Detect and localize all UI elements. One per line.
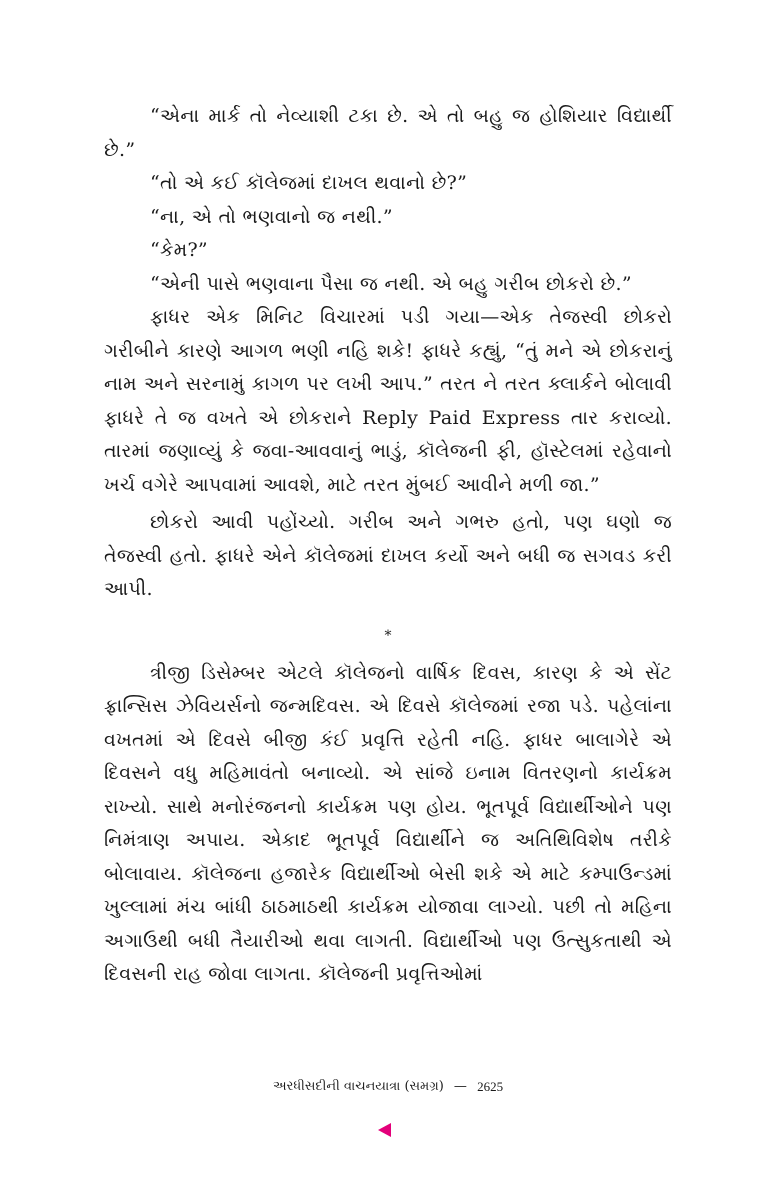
paragraph-father-telegram: ફાધર એક મિનિટ વિચારમાં પડી ગયા—એક તેજસ્વી છોકરો ગરીબીને કારણે આગળ ભણી નહિ શકે! ફાધરે કહ્યું, “તું મને એ છોકરાનું નામ અને સરનામું કાગળ પર લખી આપ.” તરત ને તરત ક્લાર્કને બોલાવી ફાધરે તે જ વખતે એ છોકરાને Reply Paid Express તાર કરાવ્યો. તારમાં જણાવ્યું કે જવા-આવવાનું ભાડું, કૉલેજની ફી, હૉસ્ટેલમાં રહેવાનો ખર્ચ વગેરે આપવામાં આવશે, માટે તરત મુંબઈ આવીને મળી જા.”	[104, 306, 672, 496]
paragraph-marks-dialogue: “એના માર્ક તો નેવ્યાશી ટકા છે. એ તો બહુ જ હોશિયાર વિદ્યાર્થી છે.”	[104, 105, 672, 161]
page-body	[104, 100, 672, 992]
paragraph-no-money: “એની પાસે ભણવાના પૈસા જ નથી. એ બહુ ગરીબ છોકરો છે.”	[150, 272, 632, 295]
paragraph-college-question: “તો એ કઈ કૉલેજમાં દાખલ થવાનો છે?”	[150, 172, 468, 194]
footer-book-title: અરધીસદીની વાચનયાત્રા (સમગ્ર)	[272, 1079, 444, 1094]
paragraph-not-studying: “ના, એ તો ભણવાનો જ નથી.”	[150, 205, 393, 228]
paragraph-annual-day: ત્રીજી ડિસેમ્બર એટલે કૉલેજનો વાર્ષિક દિવસ, કારણ કે એ સેંટ ફ્રાન્સિસ ઝેવિયર્સનો જન્મદિવસ. એ દિવસે કૉલેજમાં રજા પડે. પહેલાંના વખતમાં એ દિવસે બીજી કંઈ પ્રવૃત્તિ રહેતી નહિ. ફાધર બાલાગેરે એ દિવસને વધુ મહિમાવંતો બનાવ્યો. એ સાંજે ઇનામ વિતરણનો કાર્યક્રમ રાખ્યો. સાથે મનોરંજનનો કાર્યક્રમ પણ હોય. ભૂતપૂર્વ વિદ્યાર્થીઓને પણ નિમંત્રાણ અપાય. એકાદ ભૂતપૂર્વ વિદ્યાર્થીને જ અતિથિવિશેષ તરીકે બોલાવાય. કૉલેજના હજારેક વિદ્યાર્થીઓ બેસી શકે એ માટે કમ્પાઉન્ડમાં ખુલ્લામાં મંચ બાંધી ઠાઠમાઠથી કાર્યક્રમ યોજાવા લાગ્યો. પછી તો મહિના અગાઉથી બધી તૈયારીઓ થવા લાગતી. વિદ્યાર્થીઓ પણ ઉત્સુકતાથી એ દિવસની રાહ જોવા લાગતા. કૉલેજની પ્રવૃત્તિઓમાં	[104, 661, 672, 985]
page-number: 2625	[477, 1079, 504, 1094]
paragraph-boy-arrived: છોકરો આવી પહોંચ્યો. ગરીબ અને ગભરુ હતો, પણ ઘણો જ તેજસ્વી હતો. ફાધરે એને કૉલેજમાં દાખલ કર્યો અને બધી જ સગવડ કરી આપી.	[104, 511, 672, 600]
paragraph-why: “કેમ?”	[150, 239, 208, 261]
page-footer	[0, 1078, 776, 1097]
section-separator: *	[384, 627, 392, 644]
footer-dash: —	[453, 1079, 467, 1094]
prev-page-arrow-icon[interactable]	[378, 1123, 391, 1137]
